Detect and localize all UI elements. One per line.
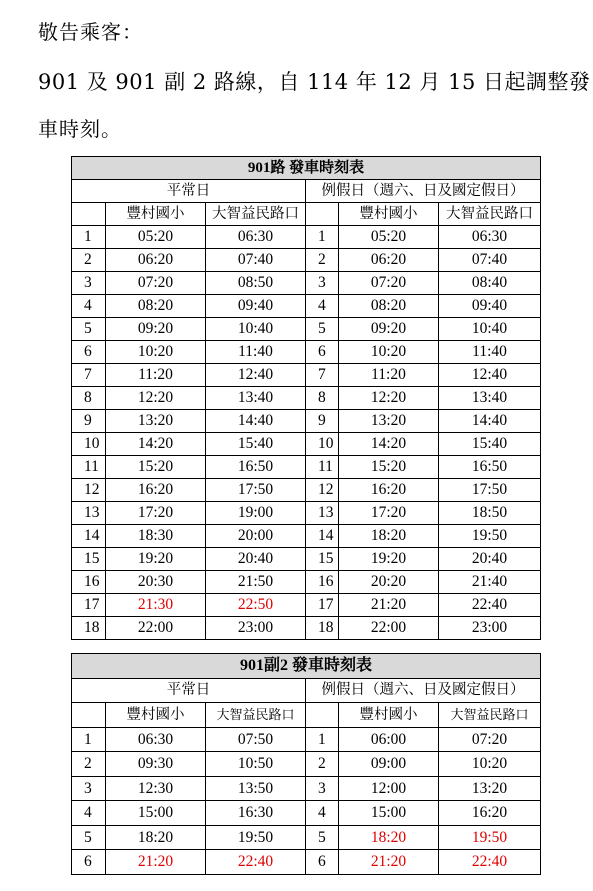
holiday-departure-time-fengcun: 19:20 [339,548,439,571]
holiday-label: 例假日（週六、日及國定假日） [306,180,541,203]
holiday-departure-time-dazhi: 10:40 [439,318,541,341]
weekday-row-number: 2 [72,752,106,777]
holiday-row-number: 7 [306,364,339,387]
holiday-row-number: 8 [306,387,339,410]
table-row [72,249,541,272]
weekday-row-number: 10 [72,433,106,456]
holiday-departure-time-dazhi: 08:40 [439,272,541,295]
weekday-departure-time-dazhi: 21:50 [206,571,306,594]
weekday-departure-time-fengcun: 05:20 [106,226,206,249]
holiday-row-number: 12 [306,479,339,502]
holiday-departure-time-dazhi: 20:40 [439,548,541,571]
column-header-dazhi: 大智益民路口 [206,703,306,728]
holiday-row-number: 4 [306,295,339,318]
table-row [72,825,541,850]
holiday-row-number: 1 [306,226,339,249]
weekday-departure-time-dazhi: 19:50 [206,825,306,850]
holiday-departure-time-fengcun: 21:20 [339,850,439,875]
weekday-departure-time-fengcun: 16:20 [106,479,206,502]
table-row [72,433,541,456]
weekday-row-number: 17 [72,594,106,617]
holiday-row-number: 17 [306,594,339,617]
holiday-departure-time-fengcun: 18:20 [339,525,439,548]
holiday-departure-time-fengcun: 15:00 [339,801,439,826]
table-row [72,594,541,617]
weekday-departure-time-dazhi: 19:00 [206,502,306,525]
weekday-label: 平常日 [72,180,306,203]
holiday-departure-time-dazhi: 12:40 [439,364,541,387]
holiday-departure-time-dazhi: 21:40 [439,571,541,594]
holiday-row-number: 6 [306,850,339,875]
weekday-departure-time-dazhi: 23:00 [206,617,306,640]
weekday-departure-time-dazhi: 10:40 [206,318,306,341]
holiday-departure-time-dazhi: 16:20 [439,801,541,826]
weekday-departure-time-dazhi: 20:00 [206,525,306,548]
table-row [72,226,541,249]
holiday-departure-time-fengcun: 11:20 [339,364,439,387]
weekday-row-number: 4 [72,295,106,318]
weekday-row-number: 4 [72,801,106,826]
table-row [72,525,541,548]
holiday-departure-time-fengcun: 14:20 [339,433,439,456]
weekday-row-number: 6 [72,341,106,364]
weekday-departure-time-dazhi: 13:50 [206,776,306,801]
table-row [72,617,541,640]
holiday-departure-time-fengcun: 12:00 [339,776,439,801]
holiday-departure-time-fengcun: 05:20 [339,226,439,249]
holiday-departure-time-fengcun: 20:20 [339,571,439,594]
weekday-departure-time-fengcun: 21:30 [106,594,206,617]
weekday-row-number: 12 [72,479,106,502]
table-row [72,341,541,364]
weekday-departure-time-fengcun: 06:20 [106,249,206,272]
holiday-departure-time-fengcun: 13:20 [339,410,439,433]
weekday-row-number: 5 [72,318,106,341]
weekday-departure-time-fengcun: 09:20 [106,318,206,341]
column-header-fengcun: 豐村國小 [339,703,439,728]
table-row [72,318,541,341]
holiday-departure-time-dazhi: 13:40 [439,387,541,410]
table-row [72,456,541,479]
holiday-departure-time-dazhi: 15:40 [439,433,541,456]
notice-line-1: 敬告乘客： [38,20,143,44]
weekday-row-number: 2 [72,249,106,272]
holiday-departure-time-dazhi: 23:00 [439,617,541,640]
holiday-departure-time-dazhi: 17:50 [439,479,541,502]
holiday-departure-time-dazhi: 09:40 [439,295,541,318]
holiday-departure-time-fengcun: 10:20 [339,341,439,364]
holiday-row-number: 11 [306,456,339,479]
holiday-row-number: 1 [306,727,339,752]
holiday-departure-time-fengcun: 12:20 [339,387,439,410]
weekday-departure-time-fengcun: 15:00 [106,801,206,826]
column-header-dazhi: 大智益民路口 [206,203,306,226]
weekday-departure-time-dazhi: 22:50 [206,594,306,617]
weekday-departure-time-fengcun: 21:20 [106,850,206,875]
table-title: 901路 發車時刻表 [72,157,541,180]
holiday-departure-time-fengcun: 08:20 [339,295,439,318]
column-header-fengcun: 豐村國小 [106,203,206,226]
weekday-departure-time-dazhi: 07:50 [206,727,306,752]
weekday-row-number: 16 [72,571,106,594]
weekday-departure-time-dazhi: 22:40 [206,850,306,875]
weekday-row-number: 13 [72,502,106,525]
holiday-departure-time-dazhi: 16:50 [439,456,541,479]
holiday-departure-time-fengcun: 18:20 [339,825,439,850]
weekday-departure-time-fengcun: 15:20 [106,456,206,479]
column-header-fengcun: 豐村國小 [106,703,206,728]
weekday-row-number: 3 [72,272,106,295]
table-row [72,479,541,502]
holiday-departure-time-dazhi: 07:20 [439,727,541,752]
weekday-departure-time-fengcun: 06:30 [106,727,206,752]
holiday-departure-time-dazhi: 18:50 [439,502,541,525]
holiday-row-number: 18 [306,617,339,640]
holiday-departure-time-dazhi: 19:50 [439,525,541,548]
holiday-departure-time-dazhi: 14:40 [439,410,541,433]
holiday-departure-time-fengcun: 06:00 [339,727,439,752]
weekday-departure-time-fengcun: 08:20 [106,295,206,318]
holiday-row-number: 3 [306,776,339,801]
weekday-row-number: 6 [72,850,106,875]
weekday-row-number: 5 [72,825,106,850]
holiday-label: 例假日（週六、日及國定假日） [306,678,541,703]
blank-header [72,703,106,728]
notice-line-2: 901 及 901 副 2 路線，自 114 年 12 月 15 日起調整發 [38,70,591,94]
holiday-departure-time-dazhi: 06:30 [439,226,541,249]
table-row [72,752,541,777]
column-header-dazhi: 大智益民路口 [439,203,541,226]
weekday-row-number: 1 [72,727,106,752]
table-row [72,727,541,752]
weekday-row-number: 9 [72,410,106,433]
timetable-901-sub2 [71,653,541,875]
weekday-departure-time-fengcun: 20:30 [106,571,206,594]
holiday-row-number: 16 [306,571,339,594]
table-row [72,295,541,318]
weekday-departure-time-dazhi: 09:40 [206,295,306,318]
weekday-row-number: 14 [72,525,106,548]
table-title: 901副2 發車時刻表 [72,654,541,679]
holiday-departure-time-fengcun: 09:20 [339,318,439,341]
holiday-departure-time-dazhi: 11:40 [439,341,541,364]
table-row [72,272,541,295]
table-row [72,502,541,525]
weekday-departure-time-fengcun: 10:20 [106,341,206,364]
table-row [72,801,541,826]
table-row [72,776,541,801]
weekday-departure-time-dazhi: 20:40 [206,548,306,571]
holiday-departure-time-fengcun: 15:20 [339,456,439,479]
holiday-row-number: 9 [306,410,339,433]
holiday-row-number: 2 [306,752,339,777]
weekday-departure-time-dazhi: 14:40 [206,410,306,433]
holiday-departure-time-fengcun: 17:20 [339,502,439,525]
holiday-row-number: 5 [306,318,339,341]
weekday-departure-time-fengcun: 22:00 [106,617,206,640]
weekday-row-number: 3 [72,776,106,801]
holiday-departure-time-dazhi: 13:20 [439,776,541,801]
weekday-row-number: 15 [72,548,106,571]
weekday-departure-time-fengcun: 17:20 [106,502,206,525]
blank-header [306,703,339,728]
weekday-departure-time-fengcun: 07:20 [106,272,206,295]
weekday-departure-time-dazhi: 16:30 [206,801,306,826]
table-row [72,364,541,387]
holiday-departure-time-dazhi: 10:20 [439,752,541,777]
weekday-departure-time-dazhi: 08:50 [206,272,306,295]
column-header-dazhi: 大智益民路口 [439,703,541,728]
blank-header [72,203,106,226]
holiday-departure-time-fengcun: 06:20 [339,249,439,272]
holiday-row-number: 10 [306,433,339,456]
holiday-row-number: 15 [306,548,339,571]
holiday-departure-time-fengcun: 09:00 [339,752,439,777]
holiday-departure-time-fengcun: 22:00 [339,617,439,640]
weekday-departure-time-fengcun: 11:20 [106,364,206,387]
holiday-row-number: 2 [306,249,339,272]
weekday-departure-time-dazhi: 11:40 [206,341,306,364]
weekday-departure-time-fengcun: 18:20 [106,825,206,850]
holiday-row-number: 6 [306,341,339,364]
weekday-departure-time-fengcun: 19:20 [106,548,206,571]
holiday-row-number: 14 [306,525,339,548]
holiday-departure-time-dazhi: 19:50 [439,825,541,850]
weekday-departure-time-dazhi: 12:40 [206,364,306,387]
weekday-departure-time-dazhi: 16:50 [206,456,306,479]
weekday-row-number: 18 [72,617,106,640]
table-row [72,410,541,433]
table-row [72,387,541,410]
weekday-row-number: 7 [72,364,106,387]
weekday-row-number: 8 [72,387,106,410]
blank-header [306,203,339,226]
column-header-fengcun: 豐村國小 [339,203,439,226]
weekday-departure-time-dazhi: 15:40 [206,433,306,456]
table-row [72,571,541,594]
holiday-row-number: 5 [306,825,339,850]
holiday-departure-time-dazhi: 22:40 [439,850,541,875]
holiday-departure-time-dazhi: 07:40 [439,249,541,272]
holiday-departure-time-fengcun: 16:20 [339,479,439,502]
holiday-row-number: 3 [306,272,339,295]
holiday-departure-time-fengcun: 21:20 [339,594,439,617]
weekday-row-number: 1 [72,226,106,249]
holiday-departure-time-dazhi: 22:40 [439,594,541,617]
table-row [72,850,541,875]
notice-line-3: 車時刻。 [38,117,122,141]
weekday-departure-time-fengcun: 12:20 [106,387,206,410]
holiday-departure-time-fengcun: 07:20 [339,272,439,295]
weekday-departure-time-fengcun: 14:20 [106,433,206,456]
weekday-departure-time-fengcun: 13:20 [106,410,206,433]
weekday-departure-time-dazhi: 10:50 [206,752,306,777]
weekday-departure-time-fengcun: 09:30 [106,752,206,777]
table-row [72,548,541,571]
weekday-departure-time-dazhi: 17:50 [206,479,306,502]
timetable-901 [71,156,541,640]
weekday-label: 平常日 [72,678,306,703]
holiday-row-number: 4 [306,801,339,826]
weekday-departure-time-fengcun: 12:30 [106,776,206,801]
weekday-departure-time-dazhi: 06:30 [206,226,306,249]
weekday-row-number: 11 [72,456,106,479]
weekday-departure-time-dazhi: 07:40 [206,249,306,272]
holiday-row-number: 13 [306,502,339,525]
weekday-departure-time-dazhi: 13:40 [206,387,306,410]
weekday-departure-time-fengcun: 18:30 [106,525,206,548]
